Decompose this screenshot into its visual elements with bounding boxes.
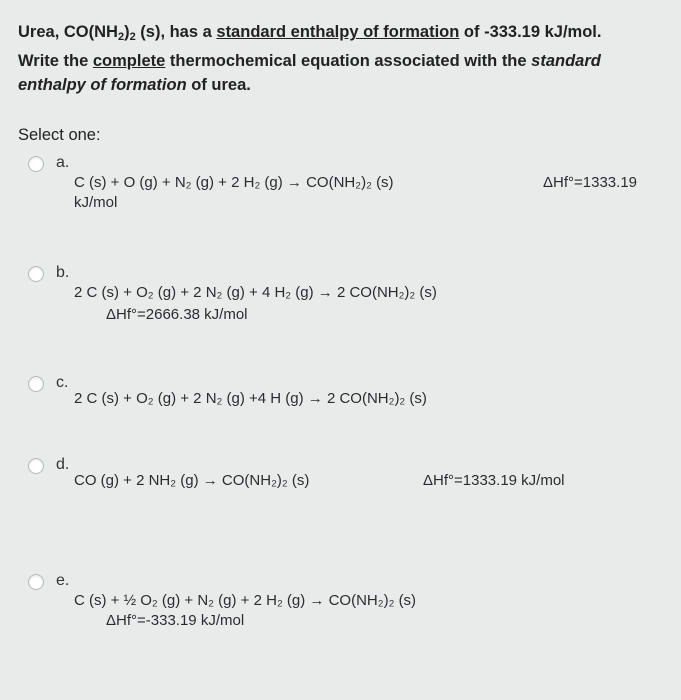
q-text-3: (s), has a <box>135 23 217 41</box>
radio-button[interactable] <box>28 266 44 282</box>
q-text-4: of -333.19 kJ/mol. <box>459 23 602 41</box>
option-letter: c. <box>56 374 69 391</box>
option-equation: 2 C (s) + O₂ (g) + 2 N₂ (g) +4 H (g) → 2 CO(NH₂)₂ (s) <box>74 390 427 407</box>
q-link-standard-enthalpy[interactable]: standard enthalpy of formation <box>216 23 460 41</box>
option-letter: a. <box>56 154 70 171</box>
option-equation: C (s) + ½ O₂ (g) + N₂ (g) + 2 H₂ (g) → CO(NH₂)₂ (s) <box>74 592 417 609</box>
q-text-6: thermochemical equation associated with the <box>165 52 532 70</box>
option-unit: kJ/mol <box>74 194 118 211</box>
question-text <box>18 20 658 97</box>
option-letter: e. <box>56 572 70 589</box>
q-text-1: Urea, CO(NH <box>18 23 118 41</box>
q-text-5: Write the <box>18 52 93 70</box>
option-equation: CO (g) + 2 NH₂ (g) → CO(NH₂)₂ (s) <box>74 472 310 489</box>
q-sub-2: 2 <box>129 31 136 43</box>
select-one-label: Select one: <box>18 126 101 144</box>
option-equation: 2 C (s) + O₂ (g) + 2 N₂ (g) + 4 H₂ (g) → 2 CO(NH₂)₂ (s) <box>74 284 437 301</box>
q-link-complete[interactable]: complete <box>92 52 166 70</box>
radio-button[interactable] <box>28 156 44 172</box>
q-text-7: of urea. <box>186 76 251 94</box>
q-italic-enthalpy: enthalpy of formation <box>18 76 187 94</box>
radio-button[interactable] <box>28 376 44 392</box>
option-equation: C (s) + O (g) + N₂ (g) + 2 H₂ (g) → CO(NH₂)₂ (s) <box>74 174 394 191</box>
radio-button[interactable] <box>28 574 44 590</box>
radio-button[interactable] <box>28 458 44 474</box>
option-letter: d. <box>56 456 70 473</box>
option-enthalpy: ΔHf°=2666.38 kJ/mol <box>106 306 248 323</box>
option-enthalpy: ΔHf°=-333.19 kJ/mol <box>106 612 245 629</box>
option-enthalpy: ΔHf°=1333.19 kJ/mol <box>423 472 565 489</box>
q-text-2: ) <box>124 23 130 41</box>
q-italic-standard: standard <box>531 52 601 70</box>
option-letter: b. <box>56 264 70 281</box>
option-enthalpy: ΔHf°=1333.19 <box>543 174 637 191</box>
q-sub-1: 2 <box>117 31 125 43</box>
